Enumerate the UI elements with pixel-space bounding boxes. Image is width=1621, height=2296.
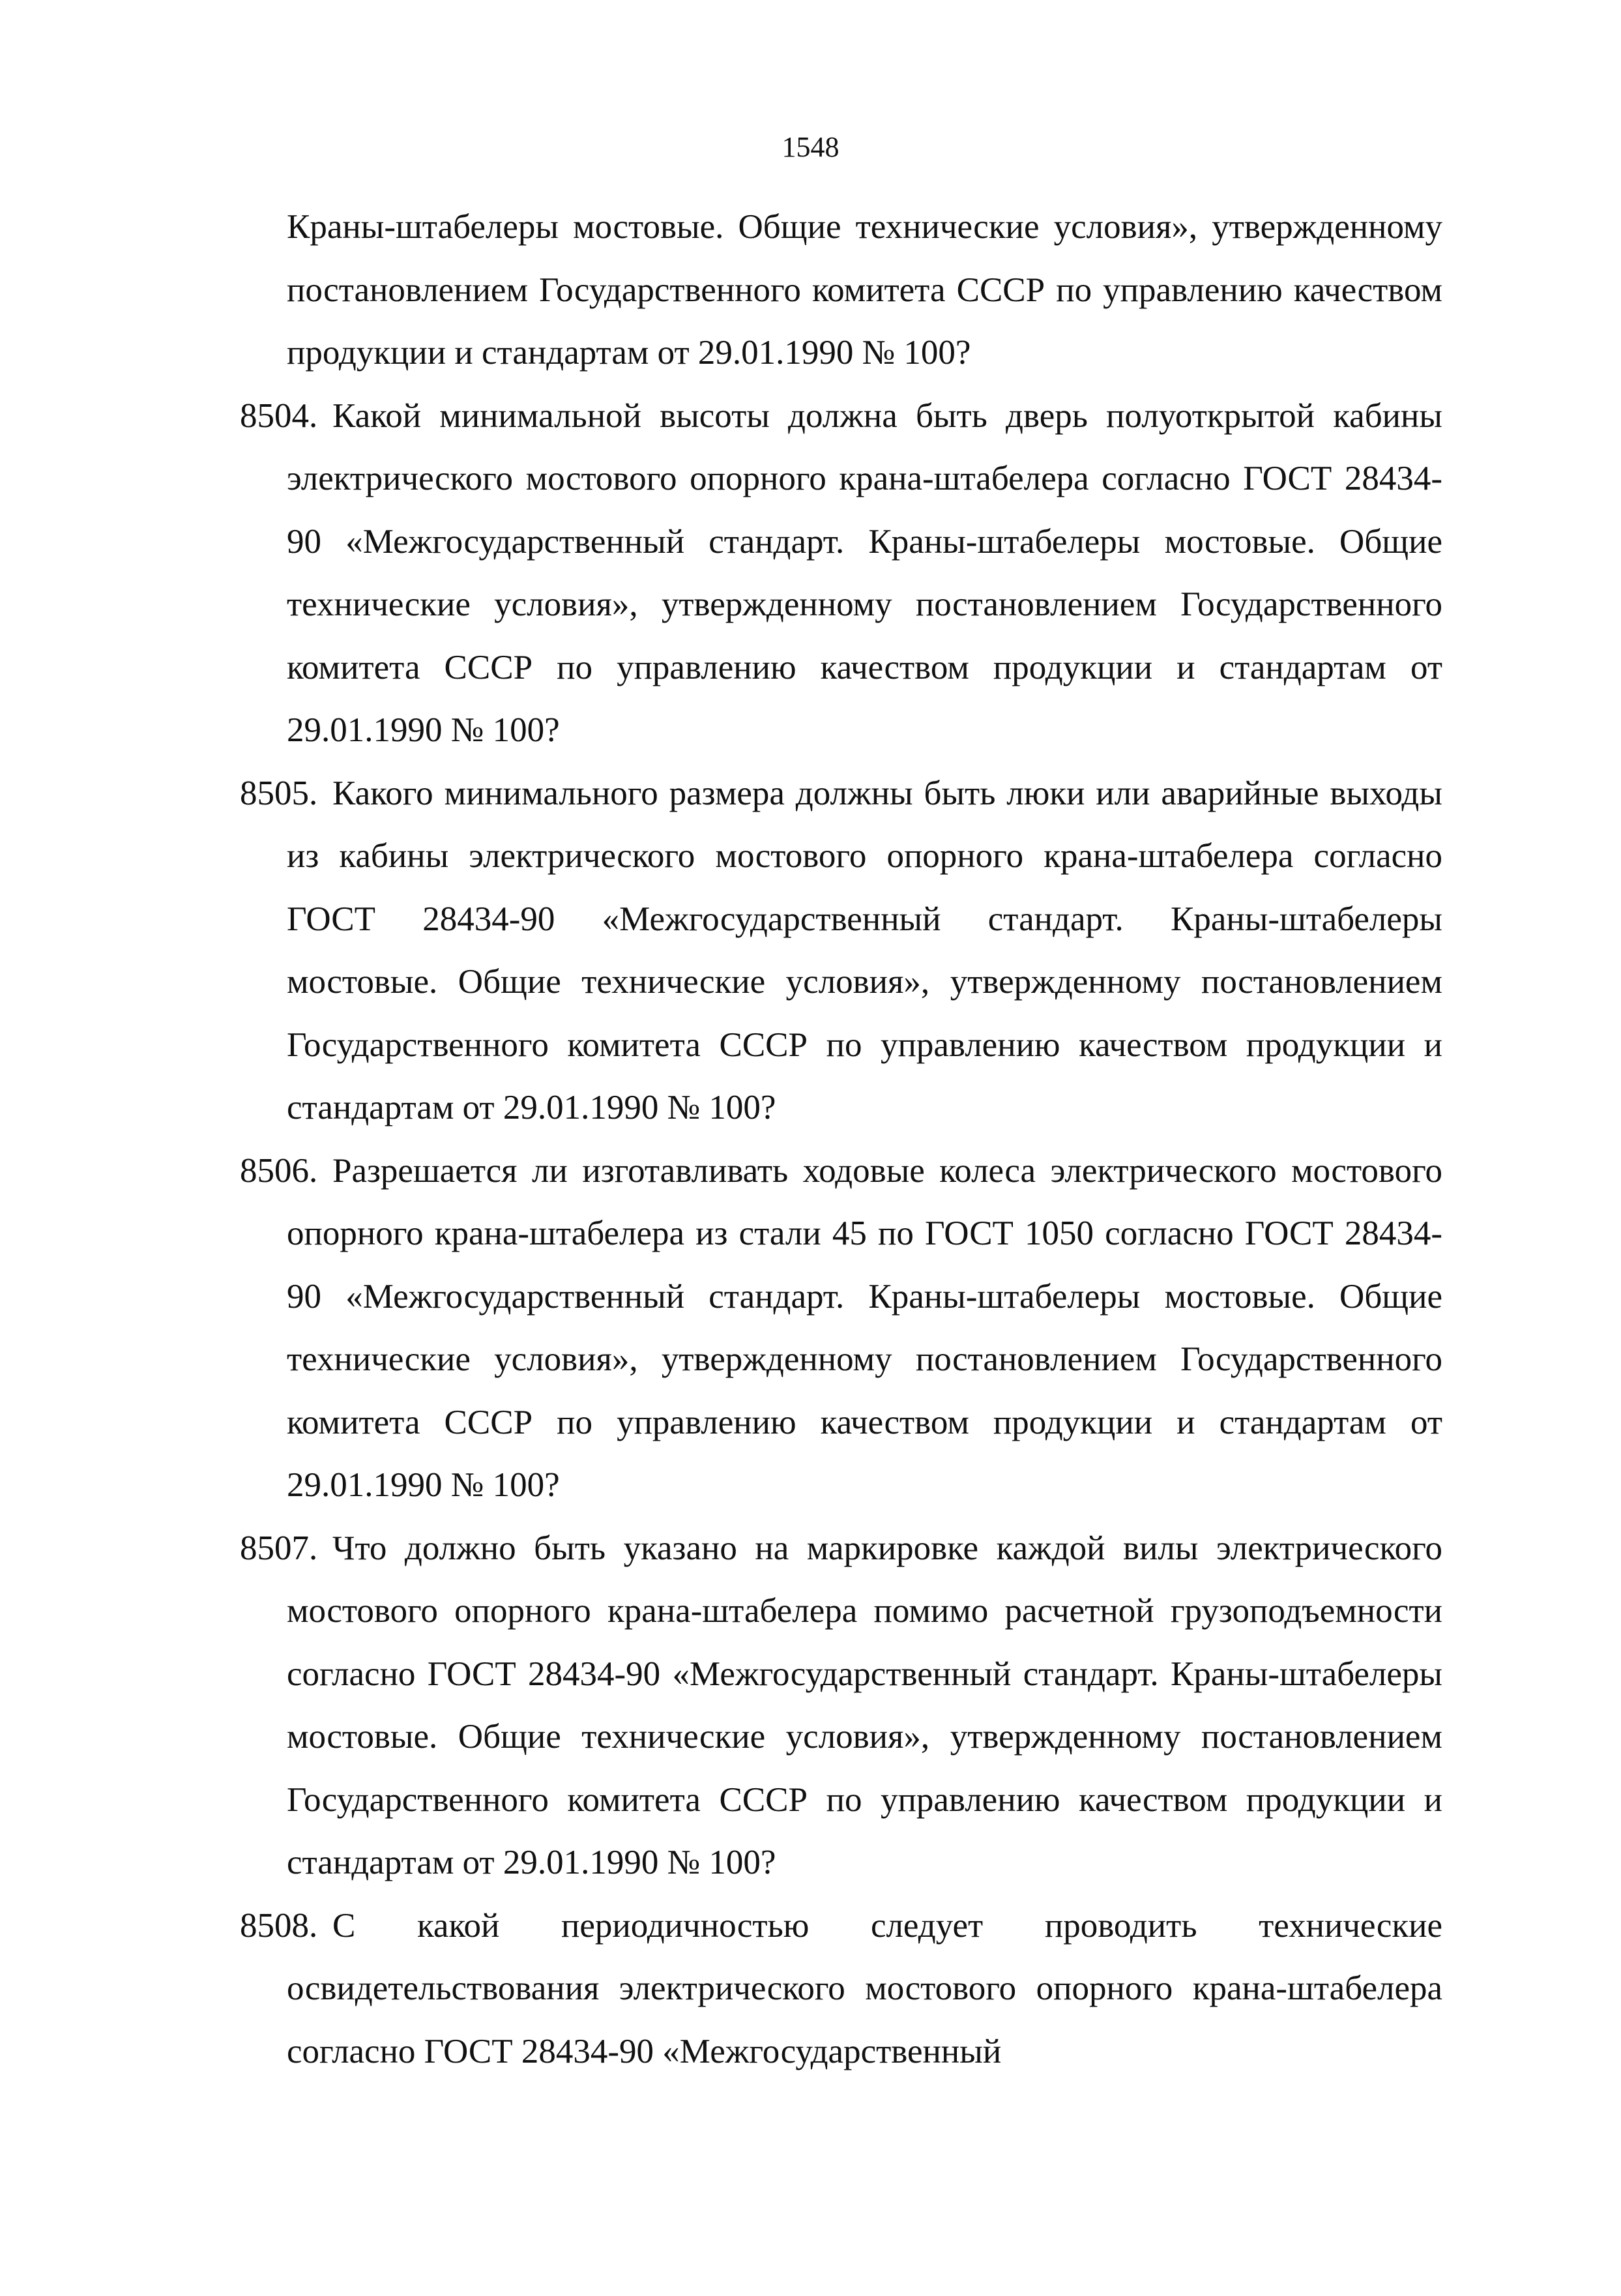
page-number: 1548 xyxy=(781,131,840,163)
question-number: 8508. xyxy=(240,1906,318,1945)
continuation-paragraph xyxy=(240,196,1442,385)
question-text-content: Что должно быть указано на маркировке каждой вилы электрического мостового опорного крана-штабелера помимо расчетной грузоподъемности согласно ГОСТ 28434-90 «Межгосударственный стандарт. Краны-штабелеры мостовые. Общие технические условия», утвержденному постановлением Государственного комитета СССР по управлению качеством продукции и стандартам от 29.01.1990 № 100? xyxy=(287,1529,1442,1881)
question-text-content: Разрешается ли изготавливать ходовые колеса электрического мостового опорного крана-штабелера из стали 45 по ГОСТ 1050 согласно ГОСТ 28434-90 «Межгосударственный стандарт. Краны-штабелеры мостовые. Общие технические условия», утвержденному постановлением Государственного комитета СССР по управлению качеством продукции и стандартам от 29.01.1990 № 100? xyxy=(287,1151,1442,1504)
question-8508 xyxy=(240,1894,1442,2083)
question-8504 xyxy=(240,385,1442,762)
question-text xyxy=(287,1517,1442,1894)
question-text-content: С какой периодичностью следует проводить технические освидетельствования электрического мостового опорного крана-штабелера согласно ГОСТ 28434-90 «Межгосударственный xyxy=(287,1906,1442,2070)
question-8506 xyxy=(240,1140,1442,1517)
question-text-content: Какого минимального размера должны быть люки или аварийные выходы из кабины электрического мостового опорного крана-штабелера согласно ГОСТ 28434-90 «Межгосударственный стандарт. Краны-штабелеры мостовые. Общие технические условия», утвержденному постановлением Государственного комитета СССР по управлению качеством продукции и стандартам от 29.01.1990 № 100? xyxy=(287,774,1442,1126)
continuation-text: Краны-штабелеры мостовые. Общие технические условия», утвержденному постановлением Государственного комитета СССР по управлению качеством продукции и стандартам от 29.01.1990 № 100? xyxy=(287,208,1442,372)
question-number: 8507. xyxy=(240,1529,318,1567)
question-8507 xyxy=(240,1517,1442,1894)
question-text xyxy=(287,385,1442,762)
question-text xyxy=(287,1140,1442,1517)
question-text xyxy=(287,762,1442,1140)
document-body xyxy=(240,196,1442,2083)
question-number: 8505. xyxy=(240,774,318,812)
question-number: 8506. xyxy=(240,1151,318,1190)
question-text-content: Какой минимальной высоты должна быть дверь полуоткрытой кабины электрического мостового опорного крана-штабелера согласно ГОСТ 28434-90 «Межгосударственный стандарт. Краны-штабелеры мостовые. Общие технические условия», утвержденному постановлением Государственного комитета СССР по управлению качеством продукции и стандартам от 29.01.1990 № 100? xyxy=(287,396,1442,749)
question-number: 8504. xyxy=(240,396,318,435)
question-8505 xyxy=(240,762,1442,1140)
question-text xyxy=(287,1894,1442,2083)
